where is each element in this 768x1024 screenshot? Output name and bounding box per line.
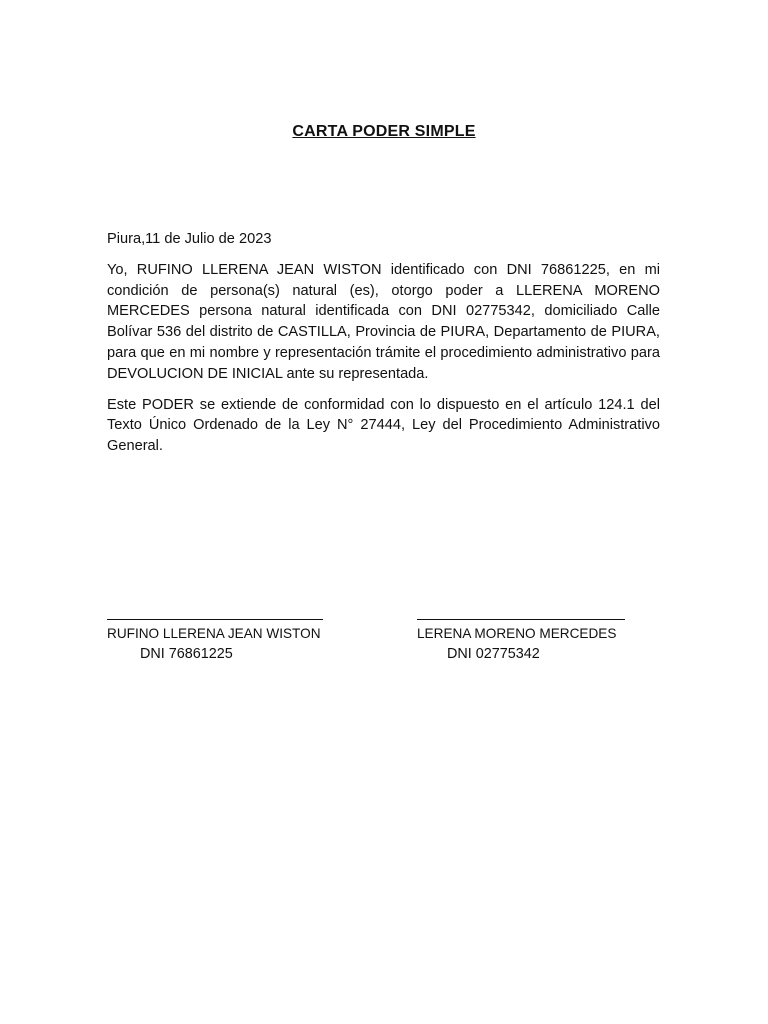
- signature-dni: DNI 02775342: [447, 646, 540, 662]
- date-line: Piura,11 de Julio de 2023: [107, 231, 272, 247]
- signature-line: [417, 619, 625, 620]
- signature-name: LERENA MORENO MERCEDES: [417, 626, 617, 641]
- body-paragraph-2: Este PODER se extiende de conformidad con lo dispuesto en el artículo 124.1 del Texto Único Ordenado de la Ley N° 27444, Ley del Procedimiento Administrativo General.: [107, 396, 660, 455]
- document-title: CARTA PODER SIMPLE: [292, 123, 476, 140]
- signature-block-grantor: [107, 619, 323, 664]
- signature-dni: DNI 76861225: [140, 646, 233, 662]
- signature-line: [107, 619, 323, 620]
- signature-block-grantee: [417, 619, 625, 664]
- document-body: [107, 229, 660, 467]
- body-paragraph-1: Yo, RUFINO LLERENA JEAN WISTON identificado con DNI 76861225, en mi condición de persona(s) natural (es), otorgo poder a LLERENA MORENO MERCEDES persona natural identificada con DNI 02775342, domiciliado Calle Bolívar 536 del distrito de CASTILLA, Provincia de PIURA, Departamento de PIURA, para que en mi nombre y representación trámite el procedimiento administrativo para DEVOLUCION DE INICIAL ante su representada.: [107, 261, 660, 382]
- signature-name: RUFINO LLERENA JEAN WISTON: [107, 626, 321, 641]
